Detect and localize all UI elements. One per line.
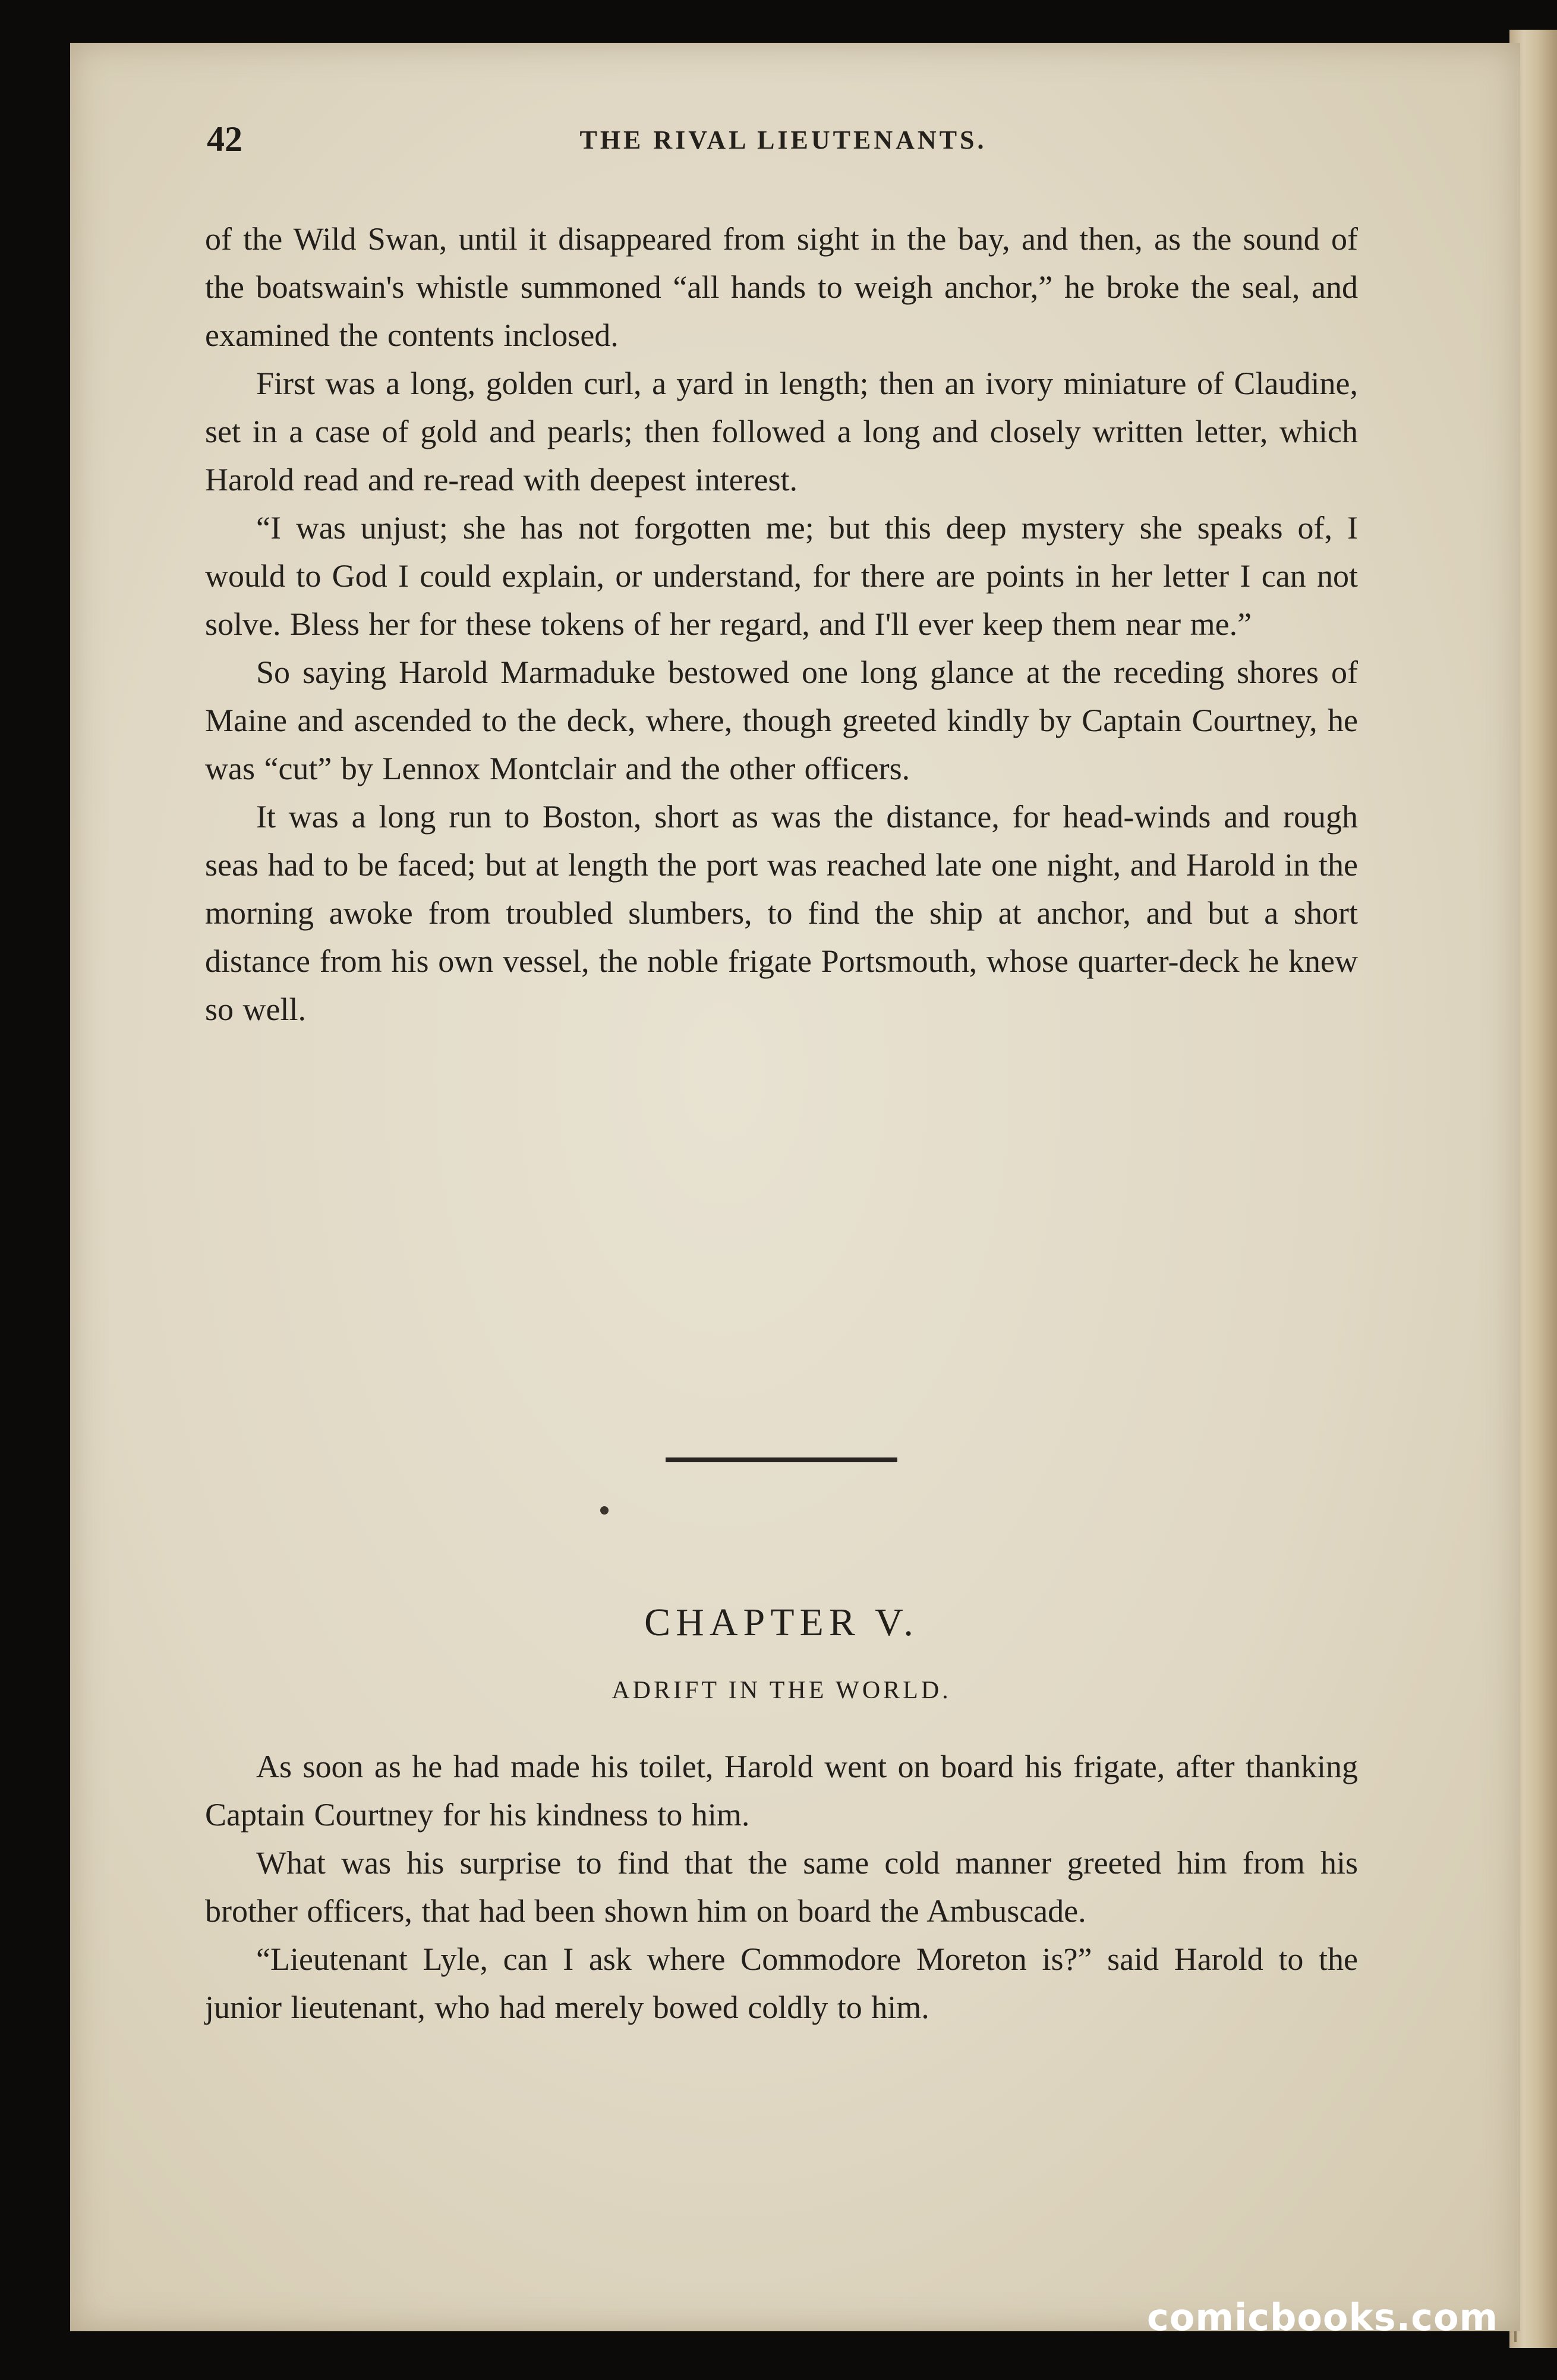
page-header [207, 119, 1360, 166]
paragraph: It was a long run to Boston, short as was the distance, for head-winds and rough seas had to be faced; but at length the port was reached late one night, and Harold in the morning awoke from troubled slumbers, to find the ship at anchor, and but a short distance from his own vessel, the noble frigate Portsmouth, whose quarter-deck he knew so well. [205, 799, 1358, 1027]
body-text-before-chapter [205, 215, 1358, 1034]
paragraph: “I was unjust; she has not forgotten me; but this deep mystery she speaks of, I would to God I could explain, or understand, for there are points in her letter I can not solve. Bless her for these tokens of her regard, and I'll ever keep them near me.” [205, 510, 1358, 642]
paragraph: So saying Harold Marmaduke bestowed one long glance at the receding shores of Maine and ascended to the deck, where, though greeted kindly by Captain Courtney, he was “cut” by Lennox Montclair and the other officers. [205, 654, 1358, 786]
paragraph: As soon as he had made his toilet, Harold went on board his frigate, after thanking Captain Courtney for his kindness to him. [205, 1749, 1358, 1833]
paragraph: What was his surprise to find that the same cold manner greeted him from his brother officers, that had been shown him on board the Ambuscade. [205, 1845, 1358, 1929]
chapter-subtitle: ADRIFT IN THE WORLD. [612, 1677, 951, 1704]
paragraph: of the Wild Swan, until it disappeared from sight in the bay, and then, as the sound of the boatswain's whistle summoned “all hands to weigh anchor,” he broke the seal, and examined the contents inclosed. [205, 221, 1358, 353]
running-title: THE RIVAL LIEUTENANTS. [579, 125, 987, 155]
watermark: comicbooks.com [1147, 2296, 1499, 2339]
paragraph: “Lieutenant Lyle, can I ask where Commodore Moreton is?” said Harold to the junior lieutenant, who had merely bowed coldly to him. [205, 1941, 1358, 2025]
body-text-after-chapter [205, 1743, 1358, 2032]
print-speck [600, 1506, 609, 1515]
page-number: 42 [207, 119, 242, 159]
paragraph: First was a long, golden curl, a yard in length; then an ivory miniature of Claudine, set in a case of gold and pearls; then followed a long and closely written letter, which Harold read and re-read with deepest interest. [205, 366, 1358, 498]
section-divider [666, 1457, 897, 1462]
chapter-title: CHAPTER V. [644, 1601, 919, 1644]
